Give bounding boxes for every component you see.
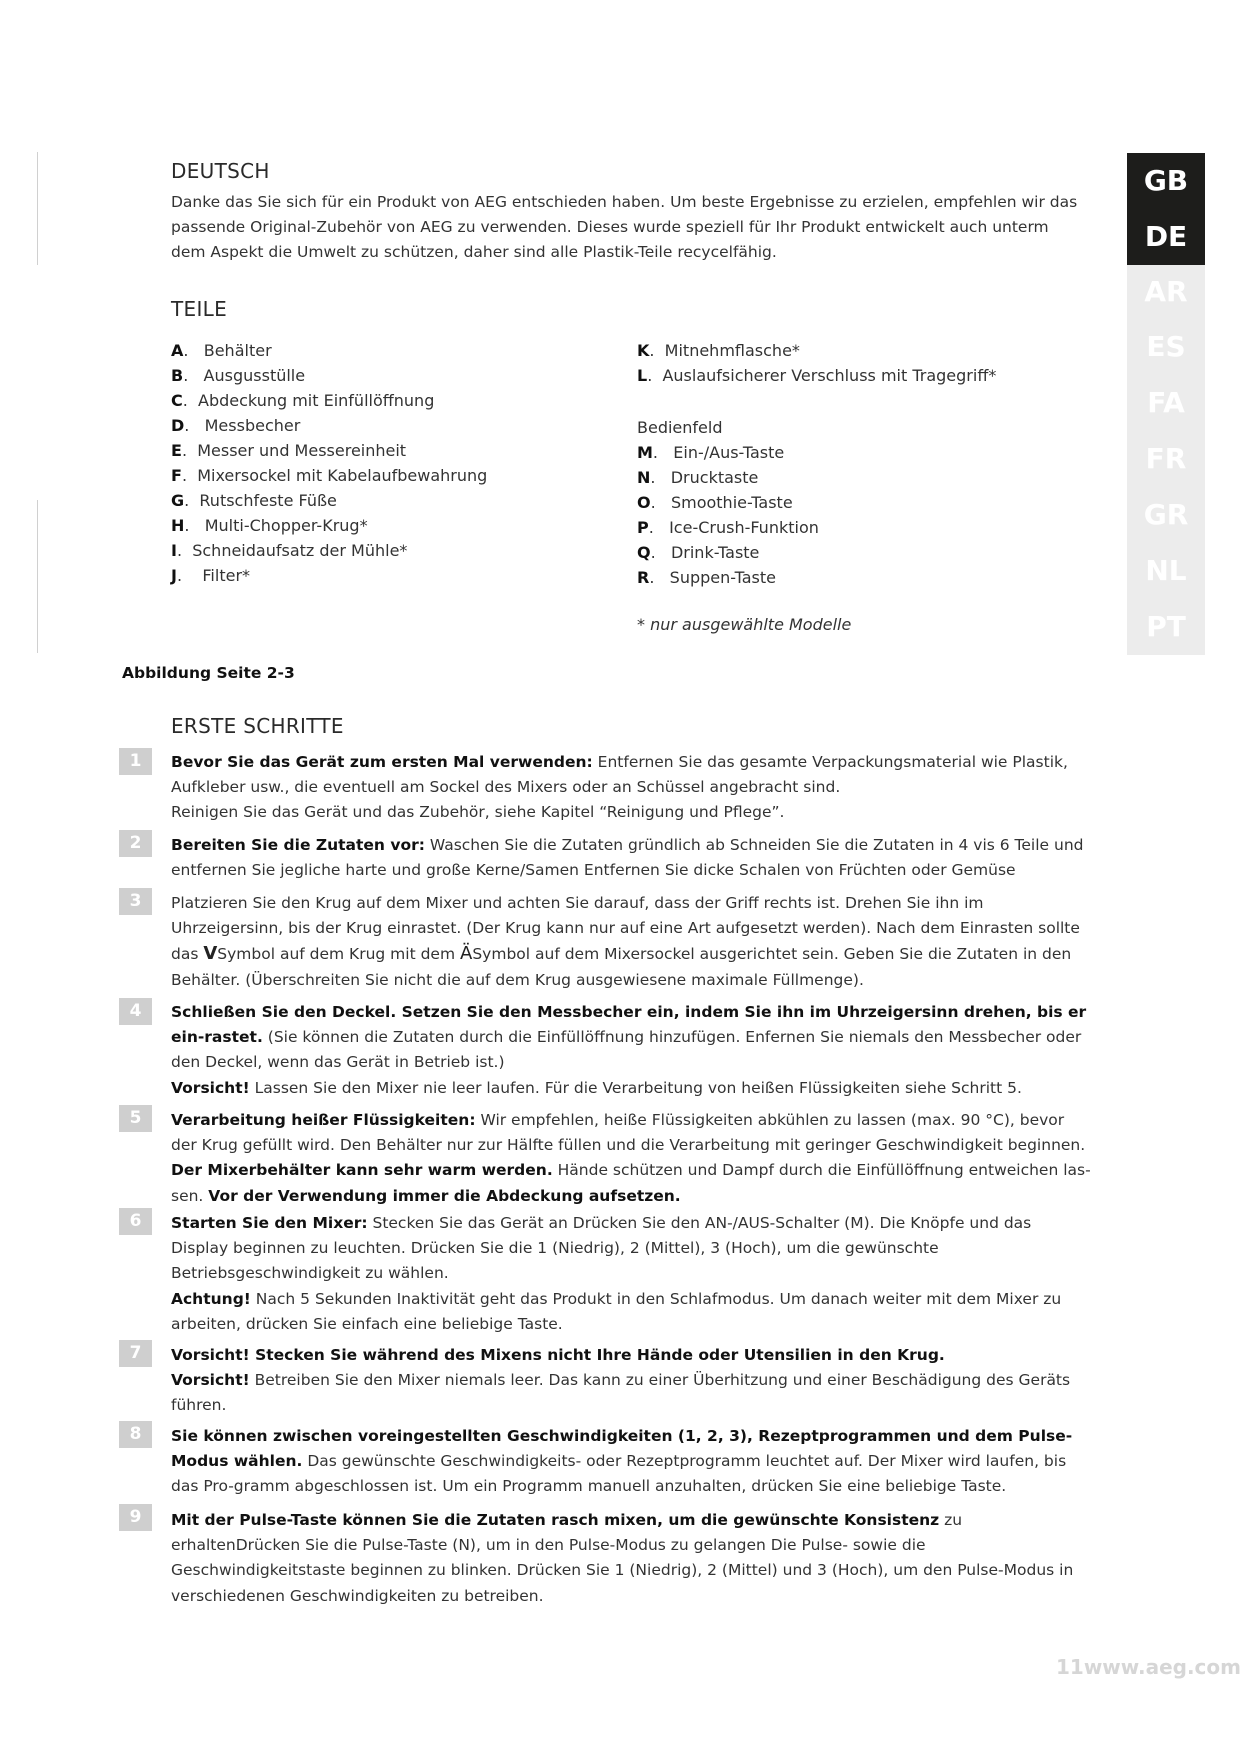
margin-line-top [37,152,38,265]
part-item: K. Mitnehmflasche* [637,341,800,360]
step-number-2: 2 [119,830,152,857]
step-2-text: Bereiten Sie die Zutaten vor: Waschen Sie die Zutaten gründlich ab Schneiden Sie die Zutaten in 4 vis 6 Teile und entfernen Sie jegliche harte und große Kerne/Samen Entfernen Sie dicke Schalen von Früchten oder Gemüse [171,836,1084,880]
intro-paragraph: Danke das Sie sich für ein Produkt von AEG entschieden haben. Um beste Ergebnisse zu erzielen, empfehlen wir das passende Original-Zubehör von AEG zu verwenden. Dieses wurde speziell für Ihr Produkt entwickelt auch unterm dem Aspekt die Umwelt zu schützen, daher sind alle Plastik-Teile recycelfähig. [171,193,1078,261]
v-symbol-icon: V [203,943,218,965]
step-6-text: Starten Sie den Mixer: Stecken Sie das Gerät an Drücken Sie den AN-/AUS-Schalter (M). Die Knöpfe und das Display beginnen zu leuchten. Drücken Sie die 1 (Niedrig), 2 (Mittel), 3 (Hoch), um die gewünschte Betriebsgeschwindigkeit zu wählen. Achtung! Nach 5 Sekunden Inaktivität geht das Produkt in den Schlafmodus. Um danach weiter mit dem Mixer zu arbeiten, drücken Sie einfach eine beliebige Taste. [171,1214,1062,1333]
part-item: J. Filter* [171,566,251,585]
step-number-8: 8 [119,1421,152,1448]
step-9-text: Mit der Pulse-Taste können Sie die Zutaten rasch mixen, um die gewünschte Konsistenz zu erhaltenDrücken Sie die Pulse-Taste (N), um in den Pulse-Modus zu gelangen Die Pulse- sowie die Geschwindigkeitstaste beginnen zu blinken. Drücken Sie 1 (Niedrig), 2 (Mittel) und 3 (Hoch), um den Pulse-Modus in verschiedenen Geschwindigkeiten zu betreiben. [171,1511,1074,1605]
parts-list-right [637,338,996,388]
part-item: O. Smoothie-Taste [637,493,793,512]
part-item: L. Auslaufsicherer Verschluss mit Tragegriff* [637,366,997,385]
part-item: H. Multi-Chopper-Krug* [171,516,368,535]
step-4-text: Schließen Sie den Deckel. Setzen Sie den Messbecher ein, indem Sie ihn im Uhrzeigersinn drehen, bis er ein-rastet. (Sie können die Zutaten durch die Einfüllöffnung hinzufügen. Enfernen Sie niemals den Messbecher oder den Deckel, wenn das Gerät in Betrieb ist.) Vorsicht! Lassen Sie den Mixer nie leer laufen. Für die Verarbeitung von heißen Flüssigkeiten siehe Schritt 5. [171,1003,1087,1097]
part-item: P. Ice-Crush-Funktion [637,518,819,537]
page-footer: 11www.aeg.com [1056,1655,1241,1679]
step-5-text: Verarbeitung heißer Flüssigkeiten: Wir empfehlen, heiße Flüssigkeiten abkühlen zu lassen (max. 90 °C), bevor der Krug gefüllt wird. Den Behälter nur zur Hälfte füllen und die Verarbeitung mit geringer Geschwindigkeit beginnen. Der Mixerbehälter kann sehr warm werden. Hände schützen und Dampf durch die Einfüllöffnung entweichen las-sen. Vor der Verwendung immer die Abdeckung aufsetzen. [171,1111,1091,1205]
control-panel-list [637,415,819,590]
lang-gr[interactable]: GR [1143,498,1189,531]
parts-list-left [171,338,487,588]
part-item: A. Behälter [171,341,272,360]
lang-ar[interactable]: AR [1144,275,1188,308]
part-item: E. Messer und Messereinheit [171,441,407,460]
parts-footnote: * nur ausgewählte Modelle [637,615,852,634]
part-item: B. Ausgusstülle [171,366,306,385]
lang-es[interactable]: ES [1146,330,1186,363]
step-number-3: 3 [119,888,152,915]
step-1-text: Bevor Sie das Gerät zum ersten Mal verwenden: Entfernen Sie das gesamte Verpackungsmaterial wie Plastik, Aufkleber usw., die eventuell am Sockel des Mixers oder an Schüssel angebracht sind. Reinigen Sie das Gerät und das Zubehör, siehe Kapitel “Reinigung und Pflege”. [171,753,1068,822]
lang-nl[interactable]: NL [1145,554,1187,587]
lang-de[interactable]: DE [1127,209,1205,265]
margin-line-middle [37,500,38,653]
steps-heading: ERSTE SCHRITTE [171,714,344,738]
figure-reference: Abbildung Seite 2-3 [122,664,295,682]
step-7-text: Vorsicht! Stecken Sie während des Mixens nicht Ihre Hände oder Utensilien in den Krug. Vorsicht! Betreiben Sie den Mixer niemals leer. Das kann zu einer Überhitzung und einer Beschädigung des Geräts führen. [171,1346,1071,1415]
part-item: C. Abdeckung mit Einfüllöffnung [171,391,435,410]
part-item: R. Suppen-Taste [637,568,776,587]
step-number-9: 9 [119,1504,152,1531]
step-number-4: 4 [119,998,152,1025]
step-number-5: 5 [119,1105,152,1132]
part-item: G. Rutschfeste Füße [171,491,337,510]
part-item: Q. Drink-Taste [637,543,760,562]
parts-heading: TEILE [171,297,228,321]
part-item: M. Ein-/Aus-Taste [637,443,785,462]
step-8-text: Sie können zwischen voreingestellten Geschwindigkeiten (1, 2, 3), Rezeptprogrammen und dem Pulse-Modus wählen. Das gewünschte Geschwindigkeits- oder Rezeptprogramm leuchtet auf. Der Mixer wird laufen, bis das Pro-gramm abgeschlossen ist. Um ein Programm manuell anzuhalten, drücken Sie eine beliebige Taste. [171,1427,1073,1496]
lang-fa[interactable]: FA [1147,386,1185,419]
lang-fr[interactable]: FR [1145,442,1187,475]
part-item: D. Messbecher [171,416,301,435]
page-heading: DEUTSCH [171,159,270,183]
part-item: F. Mixersockel mit Kabelaufbewahrung [171,466,488,485]
step-3-text: Platzieren Sie den Krug auf dem Mixer und achten Sie darauf, dass der Griff rechts ist. Drehen Sie ihn im Uhrzeigersinn, bis der Krug einrastet. (Der Krug kann nur auf eine Art aufgesetzt werden). Nach dem Einrasten sollte das VSymbol auf dem Krug mit dem ÄSymbol auf dem Mixersockel ausgerichtet sein. Geben Sie die Zutaten in den Behälter. (Überschreiten Sie nicht die auf dem Krug ausgewiesene maximale Füllmenge). [171,894,1080,989]
step-number-1: 1 [119,748,152,775]
lang-gb[interactable]: GB [1127,153,1205,209]
part-item: N. Drucktaste [637,468,759,487]
step-number-7: 7 [119,1340,152,1367]
control-panel-label: Bedienfeld [637,418,723,437]
a-symbol-icon: Ä [460,943,473,965]
step-number-6: 6 [119,1208,152,1235]
lang-pt[interactable]: PT [1146,610,1186,643]
part-item: I. Schneidaufsatz der Mühle* [171,541,408,560]
language-tab [1127,153,1205,655]
